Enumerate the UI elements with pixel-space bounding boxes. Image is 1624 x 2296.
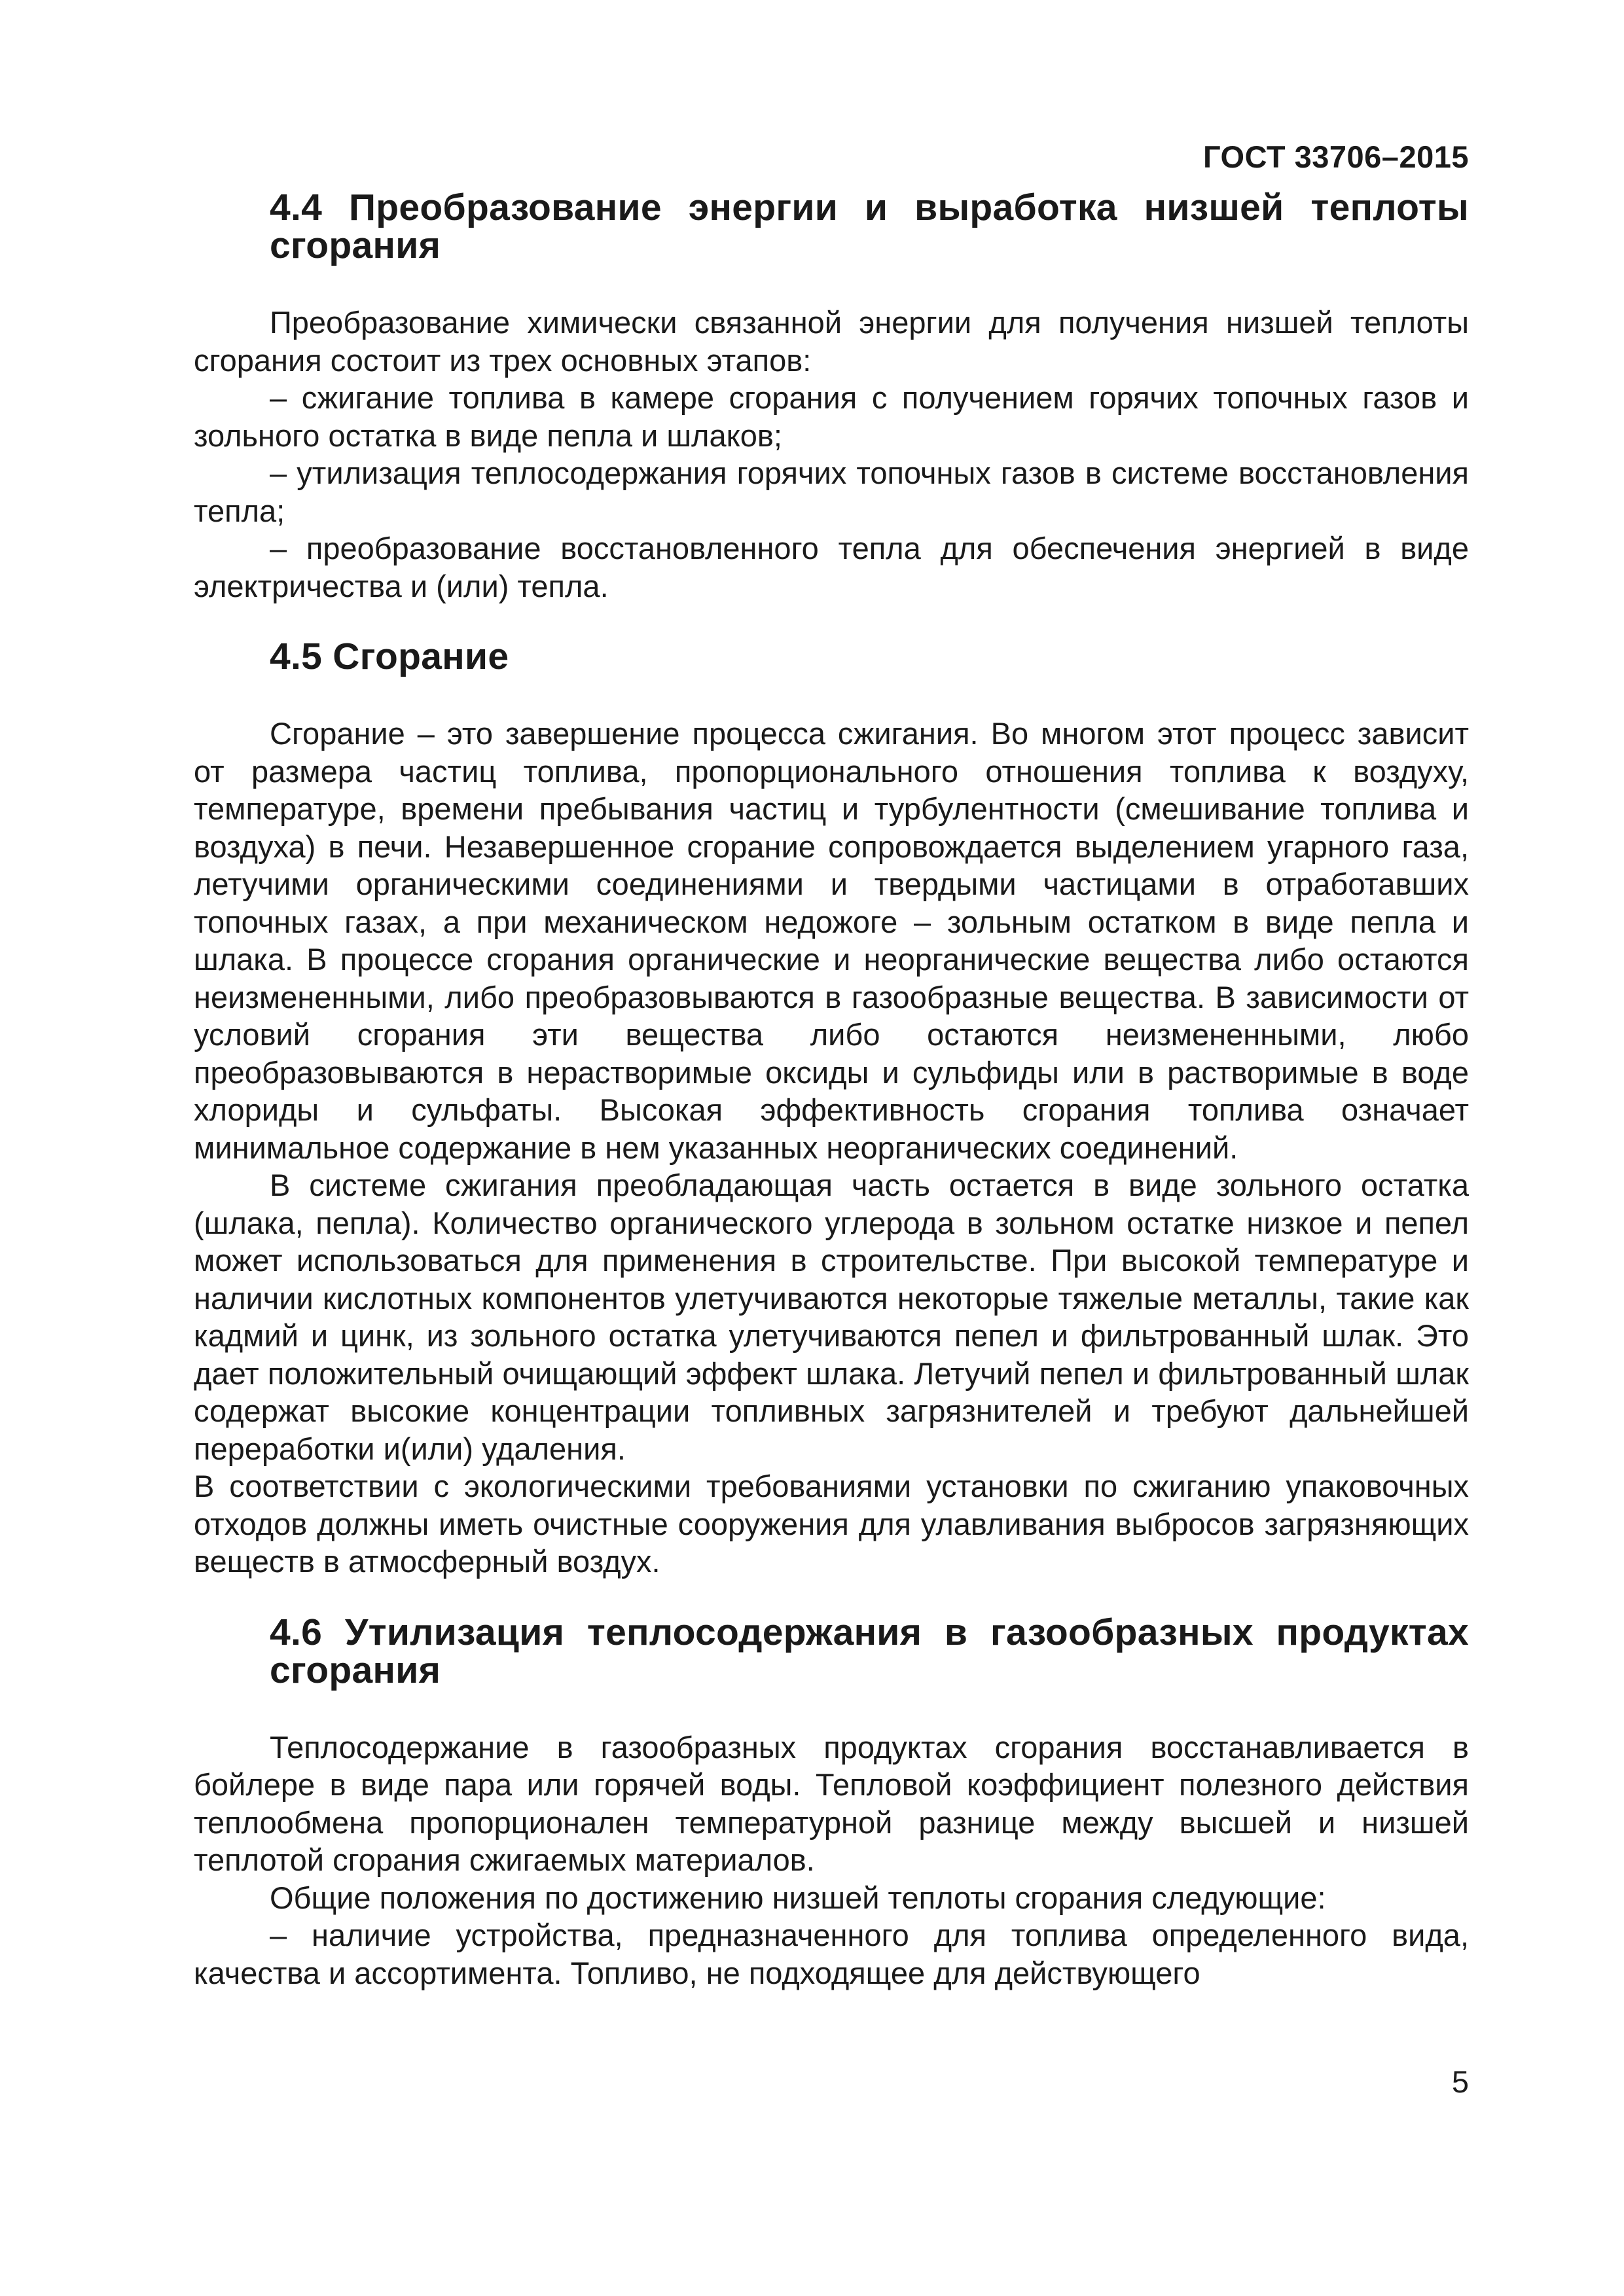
list-item: – преобразование восстановленного тепла для обеспечения энергией в виде электричества и (или) тепла. bbox=[194, 531, 1469, 603]
section-heading-4-6: 4.6 Утилизация теплосодержания в газообразных продуктах сгорания bbox=[270, 1611, 1469, 1691]
page-content bbox=[194, 188, 1469, 1992]
document-code-header: ГОСТ 33706–2015 bbox=[1202, 139, 1469, 174]
section-heading-4-5: 4.5 Сгорание bbox=[270, 636, 509, 677]
paragraph: Общие положения по достижению низшей теплоты сгорания следующие: bbox=[270, 1880, 1326, 1915]
paragraph: В системе сжигания преобладающая часть остается в виде зольного остатка (шлака, пепла). Количество органического углерода в зольном остатке низкое и пепел может использоваться для применения в строительстве. При высокой температуре и наличии кислотных компонентов улетучиваются некоторые тяжелые металлы, такие как кадмий и цинк, из зольного остатка улетучиваются пепел и фильтрованный шлак. Это дает положительный очищающий эффект шлака. Летучий пепел и фильтрованный шлак содержат высокие концентрации топливных загрязнителей и требуют дальнейшей переработки и(или) удаления. bbox=[194, 1168, 1469, 1466]
paragraph: Преобразование химически связанной энергии для получения низшей теплоты сгорания состоит из трех основных этапов: bbox=[194, 305, 1469, 378]
list-item: – утилизация теплосодержания горячих топочных газов в системе восстановления тепла; bbox=[194, 456, 1469, 528]
document-page bbox=[194, 0, 1469, 2296]
paragraph: Сгорание – это завершение процесса сжигания. Во многом этот процесс зависит от размера частиц топлива, пропорционального отношения топлива к воздуху, температуре, времени пребывания частиц и турбулентности (смешивание топлива и воздуха) в печи. Незавершенное сгорание сопровождается выделением угарного газа, летучими органическими соединениями и твердыми частицами в отработавших топочных газах, а при механическом недожоге – зольным остатком в виде пепла и шлака. В процессе сгорания органические и неорганические вещества либо остаются неизмененными, либо преобразовываются в газообразные вещества. В зависимости от условий сгорания эти вещества либо остаются неизмененными, любо преобразовываются в нерастворимые оксиды и сульфиды или в растворимые в воде хлориды и сульфаты. Высокая эффективность сгорания топлива означает минимальное содержание в нем указанных неорганических соединений. bbox=[194, 716, 1469, 1165]
paragraph: Теплосодержание в газообразных продуктах сгорания восстанавливается в бойлере в виде пара или горячей воды. Тепловой коэффициент полезного действия теплообмена пропорционален температурной разнице между высшей и низшей теплотой сгорания сжигаемых материалов. bbox=[194, 1729, 1469, 1877]
list-item: – наличие устройства, предназначенного для топлива определенного вида, качества и ассортимента. Топливо, не подходящее для действующего bbox=[194, 1918, 1469, 1990]
paragraph: В соответствии с экологическими требованиями установки по сжиганию упаковочных отходов должны иметь очистные сооружения для улавливания выбросов загрязняющих веществ в атмосферный воздух. bbox=[194, 1469, 1469, 1579]
section-heading-4-4: 4.4 Преобразование энергии и выработка низшей теплоты сгорания bbox=[270, 187, 1469, 266]
list-item: – сжигание топлива в камере сгорания с получением горячих топочных газов и зольного остатка в виде пепла и шлаков; bbox=[194, 380, 1469, 453]
page-number: 5 bbox=[1451, 2064, 1469, 2099]
